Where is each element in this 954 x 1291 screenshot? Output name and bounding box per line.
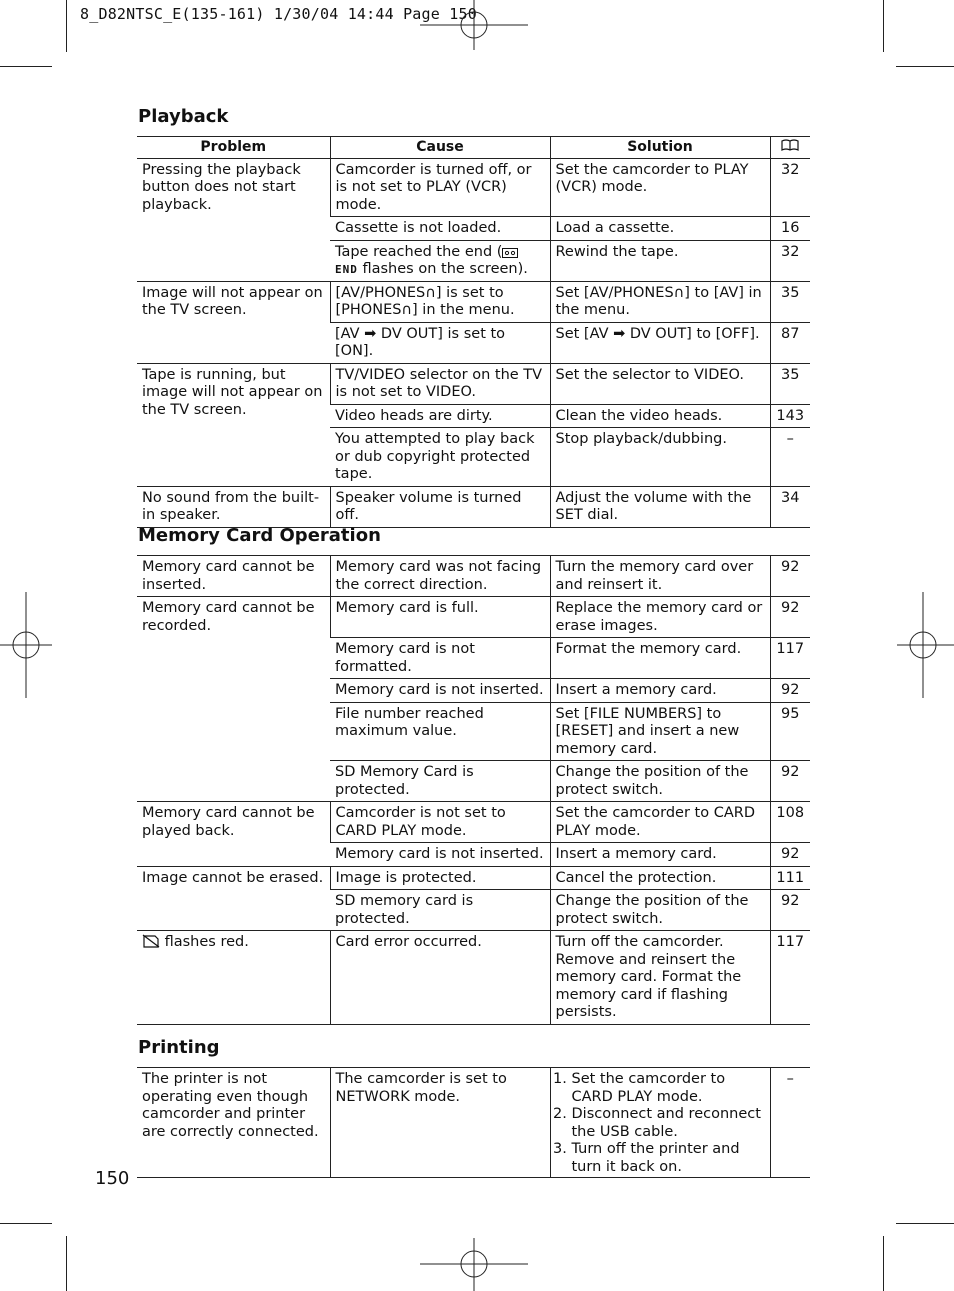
- page-ref: 92: [770, 679, 810, 703]
- crop-mark: [66, 0, 67, 52]
- problem-cell: Tape is running, but image will not appear on the TV screen.: [137, 363, 330, 486]
- solution-cell: Format the memory card.: [550, 638, 770, 679]
- page-ref: 92: [770, 890, 810, 931]
- cause-cell: Memory card is not inserted.: [330, 843, 550, 867]
- registration-mark-right: [897, 592, 954, 698]
- solution-cell: Set [AV/PHONES∩] to [AV] in the menu.: [550, 281, 770, 322]
- cause-cell: [AV ➡ DV OUT] is set to [ON].: [330, 322, 550, 363]
- printing-table: [137, 1067, 810, 1178]
- page-ref: 16: [770, 217, 810, 241]
- solution-step: 1. Set the camcorder to CARD PLAY mode.: [572, 1071, 765, 1106]
- solution-cell: Insert a memory card.: [550, 679, 770, 703]
- page-ref: 34: [770, 486, 810, 527]
- cause-cell: Camcorder is turned off, or is not set to PLAY (VCR) mode.: [330, 158, 550, 217]
- table-row: [137, 486, 810, 527]
- cause-cell: Camcorder is not set to CARD PLAY mode.: [330, 802, 550, 843]
- table-row: [137, 1068, 810, 1179]
- solution-cell: Stop playback/dubbing.: [550, 428, 770, 487]
- crop-mark: [896, 66, 954, 67]
- problem-cell: No sound from the built-in speaker.: [137, 486, 330, 527]
- table-row: [137, 281, 810, 322]
- header-problem: Problem: [137, 137, 330, 159]
- playback-table: [137, 136, 810, 528]
- problem-cell: Memory card cannot be inserted.: [137, 556, 330, 597]
- section-title-printing: Printing: [138, 1037, 220, 1058]
- solution-cell: Change the position of the protect switch.: [550, 890, 770, 931]
- solution-cell: Adjust the volume with the SET dial.: [550, 486, 770, 527]
- cause-cell: The camcorder is set to NETWORK mode.: [330, 1068, 550, 1179]
- cause-cell: Memory card is not inserted.: [330, 679, 550, 703]
- table-header-row: [137, 137, 810, 159]
- page-ref: 92: [770, 597, 810, 638]
- table-row: [137, 866, 810, 890]
- solution-cell: Turn off the camcorder. Remove and reinsert the memory card. Format the memory card if flashing persists.: [550, 931, 770, 1025]
- memory-table: [137, 555, 810, 1025]
- page-ref: 117: [770, 638, 810, 679]
- section-title-memory: Memory Card Operation: [138, 525, 381, 546]
- cause-text: flashes on the screen).: [357, 261, 528, 277]
- solution-steps: [556, 1071, 765, 1176]
- page-ref: 35: [770, 363, 810, 404]
- page-ref: 117: [770, 931, 810, 1025]
- page-ref: 111: [770, 866, 810, 890]
- solution-cell: Set the camcorder to CARD PLAY mode.: [550, 802, 770, 843]
- cause-cell: Video heads are dirty.: [330, 404, 550, 428]
- table-row: [137, 363, 810, 404]
- solution-cell: Set the selector to VIDEO.: [550, 363, 770, 404]
- page-ref: 108: [770, 802, 810, 843]
- solution-step: 2. Disconnect and reconnect the USB cable.: [572, 1106, 765, 1141]
- cause-text: Tape reached the end (: [335, 243, 503, 260]
- page-ref: –: [770, 1068, 810, 1179]
- crop-mark: [0, 1223, 52, 1224]
- header-cause: Cause: [330, 137, 550, 159]
- table-row: [137, 158, 810, 217]
- cause-cell: Memory card is full.: [330, 597, 550, 638]
- crop-mark: [896, 1223, 954, 1224]
- book-icon: [781, 139, 799, 151]
- page-ref: 143: [770, 404, 810, 428]
- end-indicator: END: [335, 263, 358, 276]
- problem-cell: Memory card cannot be played back.: [137, 802, 330, 867]
- cause-cell: Memory card was not facing the correct direction.: [330, 556, 550, 597]
- section-title-playback: Playback: [138, 106, 229, 127]
- solution-cell: Cancel the protection.: [550, 866, 770, 890]
- card-error-icon: [142, 934, 160, 948]
- crop-mark: [0, 66, 52, 67]
- solution-step: 3. Turn off the printer and turn it back on.: [572, 1141, 765, 1176]
- cause-cell: You attempted to play back or dub copyright protected tape.: [330, 428, 550, 487]
- cause-cell: [AV/PHONES∩] is set to [PHONES∩] in the menu.: [330, 281, 550, 322]
- page-ref: 35: [770, 281, 810, 322]
- solution-cell: Clean the video heads.: [550, 404, 770, 428]
- page-ref: 95: [770, 702, 810, 761]
- cause-cell: File number reached maximum value.: [330, 702, 550, 761]
- problem-cell: Memory card cannot be recorded.: [137, 597, 330, 802]
- solution-cell: Change the position of the protect switch.: [550, 761, 770, 802]
- problem-cell: Image cannot be erased.: [137, 866, 330, 931]
- solution-cell: Set the camcorder to PLAY (VCR) mode.: [550, 158, 770, 217]
- registration-mark-left: [0, 592, 52, 698]
- header-solution: Solution: [550, 137, 770, 159]
- table-row: [137, 556, 810, 597]
- crop-mark: [66, 1236, 67, 1291]
- solution-cell: Insert a memory card.: [550, 843, 770, 867]
- page-ref: 32: [770, 158, 810, 217]
- cause-cell: Speaker volume is turned off.: [330, 486, 550, 527]
- solution-cell: Rewind the tape.: [550, 240, 770, 281]
- problem-cell: The printer is not operating even though camcorder and printer are correctly connected.: [142, 1071, 319, 1140]
- header-reference: [770, 137, 810, 159]
- page-ref: 32: [770, 240, 810, 281]
- problem-cell: Image will not appear on the TV screen.: [137, 281, 330, 363]
- cassette-icon: [502, 248, 518, 258]
- solution-cell: Set [AV ➡ DV OUT] to [OFF].: [550, 322, 770, 363]
- solution-cell: [550, 1068, 770, 1179]
- crop-mark: [883, 1236, 884, 1291]
- page-ref: 92: [770, 843, 810, 867]
- footer-rule: [137, 1177, 810, 1178]
- page-ref: 92: [770, 556, 810, 597]
- cause-cell: SD Memory Card is protected.: [330, 761, 550, 802]
- problem-cell: [137, 931, 330, 1025]
- slug-line: 8_D82NTSC_E(135-161) 1/30/04 14:44 Page 150: [80, 5, 477, 23]
- cause-cell: SD memory card is protected.: [330, 890, 550, 931]
- table-row: [137, 597, 810, 638]
- crop-mark: [883, 0, 884, 52]
- table-row: [137, 802, 810, 843]
- page-ref: 87: [770, 322, 810, 363]
- cause-cell: Cassette is not loaded.: [330, 217, 550, 241]
- solution-cell: Replace the memory card or erase images.: [550, 597, 770, 638]
- page-number: 150: [95, 1168, 130, 1189]
- solution-cell: Turn the memory card over and reinsert it.: [550, 556, 770, 597]
- problem-text: flashes red.: [160, 934, 249, 950]
- solution-cell: Set [FILE NUMBERS] to [RESET] and insert a new memory card.: [550, 702, 770, 761]
- cause-cell: [330, 240, 550, 281]
- cause-cell: Image is protected.: [330, 866, 550, 890]
- cause-cell: Card error occurred.: [330, 931, 550, 1025]
- cause-cell: TV/VIDEO selector on the TV is not set to VIDEO.: [330, 363, 550, 404]
- page-ref: –: [770, 428, 810, 487]
- cause-cell: Memory card is not formatted.: [330, 638, 550, 679]
- page-ref: 92: [770, 761, 810, 802]
- registration-mark-top: [420, 0, 530, 50]
- registration-mark-bottom: [420, 1238, 530, 1291]
- problem-cell: Pressing the playback button does not start playback.: [137, 158, 330, 281]
- table-row: [137, 931, 810, 1025]
- solution-cell: Load a cassette.: [550, 217, 770, 241]
